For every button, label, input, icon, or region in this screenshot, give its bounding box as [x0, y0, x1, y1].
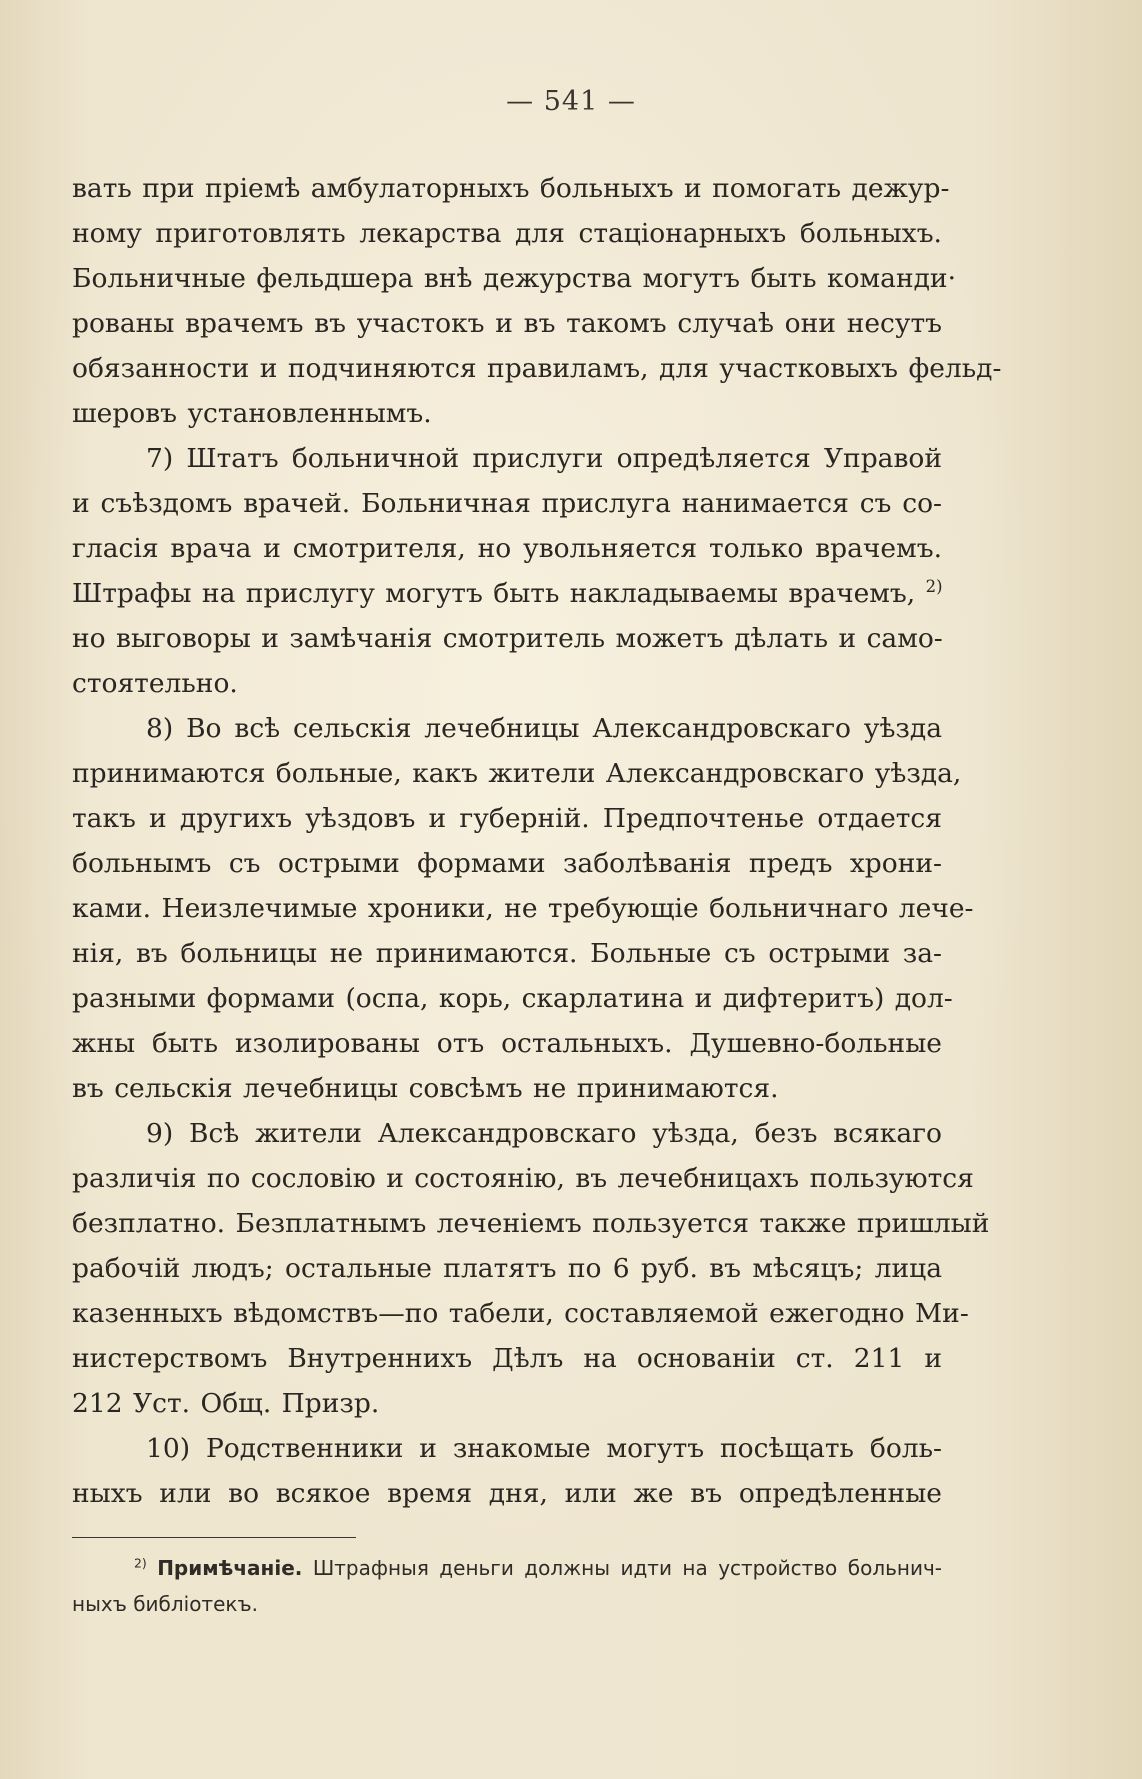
- text-line: но выговоры и замѣчанія смотритель можетъ дѣлать и само-: [72, 623, 943, 654]
- text-line: рованы врачемъ въ участокъ и въ такомъ случаѣ они несутъ: [72, 308, 942, 339]
- text-line: нія, въ больницы не принимаются. Больные съ острыми за-: [72, 938, 942, 969]
- footnote: [72, 1550, 942, 1622]
- footnote-ref: 2): [925, 577, 943, 597]
- footnote-divider: [72, 1537, 356, 1538]
- paragraph-8-start: 8) Во всѣ сельскія лечебницы Александровскаго уѣзда: [146, 713, 942, 744]
- text-line: разными формами (оспа, корь, скарлатина и дифтеритъ) дол-: [72, 983, 953, 1014]
- text-line: гласія врача и смотрителя, но увольняется только врачемъ.: [72, 533, 942, 564]
- text-line: ками. Неизлечимые хроники, не требующіе больничнаго лече-: [72, 893, 974, 924]
- text-line: жны быть изолированы отъ остальныхъ. Душевно-больные: [72, 1028, 942, 1059]
- paragraph-7-start: 7) Штатъ больничной прислуги опредѣляется Управой: [146, 443, 942, 474]
- footnote-line: [72, 1550, 942, 1586]
- text-line: въ сельскія лечебницы совсѣмъ не принимаются.: [72, 1073, 779, 1104]
- text-line: различія по сословію и состоянію, въ лечебницахъ пользуются: [72, 1163, 974, 1194]
- paragraph-10-start: 10) Родственники и знакомые могутъ посѣщать боль-: [146, 1433, 942, 1464]
- footnote-marker: 2): [134, 1555, 147, 1571]
- text-line: такъ и другихъ уѣздовъ и губерній. Предпочтенье отдается: [72, 803, 942, 834]
- text-line: обязанности и подчиняются правиламъ, для участковыхъ фельд-: [72, 353, 1002, 384]
- text-line: шеровъ установленнымъ.: [72, 398, 432, 429]
- text-line-with-footnote-ref: [72, 571, 942, 616]
- text-line: и съѣздомъ врачей. Больничная прислуга нанимается съ со-: [72, 488, 942, 519]
- text-line: рабочій людъ; остальные платятъ по 6 руб. въ мѣсяцъ; лица: [72, 1253, 942, 1284]
- text-line: безплатно. Безплатнымъ леченіемъ пользуется также пришлый: [72, 1208, 990, 1239]
- paragraph-9-start: 9) Всѣ жители Александровскаго уѣзда, безъ всякаго: [146, 1118, 942, 1149]
- footnote-label: Примѣчаніе.: [157, 1556, 303, 1580]
- text-line: казенныхъ вѣдомствъ—по табели, составляемой ежегодно Ми-: [72, 1298, 969, 1329]
- footnote-line: ныхъ библіотекъ.: [72, 1592, 258, 1616]
- text-line: Больничные фельдшера внѣ дежурства могутъ быть команди·: [72, 263, 957, 294]
- footnote-text: Штрафныя деньги должны идти на устройство больнич-: [312, 1556, 942, 1580]
- page-number: — 541 —: [506, 86, 636, 117]
- body-text: [72, 166, 1002, 1516]
- text-line: стоятельно.: [72, 668, 238, 699]
- text-line: больнымъ съ острыми формами заболѣванія предъ хрони-: [72, 848, 942, 879]
- text-line: 212 Уст. Общ. Призр.: [72, 1388, 380, 1419]
- text-line: принимаются больные, какъ жители Александровскаго уѣзда,: [72, 758, 962, 789]
- text-line: вать при пріемѣ амбулаторныхъ больныхъ и помогать дежур-: [72, 173, 950, 204]
- text-line: нистерствомъ Внутреннихъ Дѣлъ на основаніи ст. 211 и: [72, 1343, 942, 1374]
- text-segment: Штрафы на прислугу могутъ быть накладываемы врачемъ,: [72, 578, 916, 609]
- text-line: ному приготовлять лекарства для стаціонарныхъ больныхъ.: [72, 218, 942, 249]
- text-line: ныхъ или во всякое время дня, или же въ опредѣленные: [72, 1478, 942, 1509]
